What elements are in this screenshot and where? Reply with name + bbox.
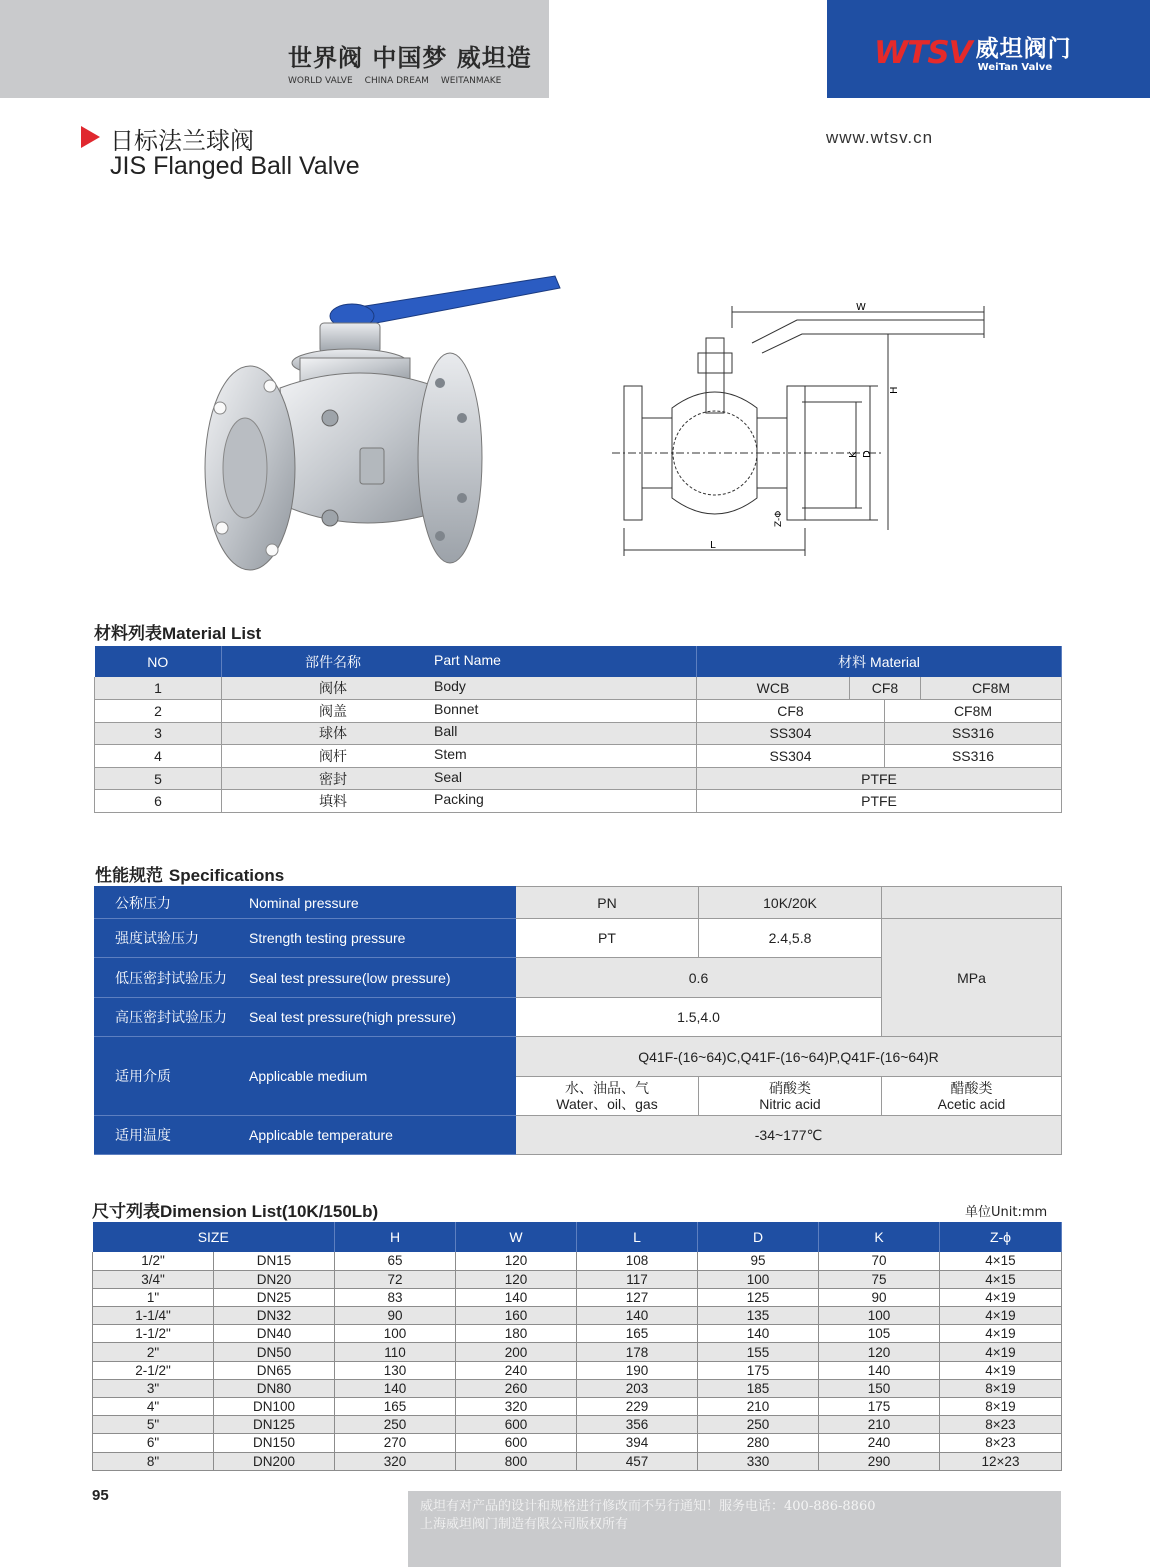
specifications-title: 性能规范 Specifications <box>95 866 285 886</box>
table-row <box>93 1288 1062 1306</box>
table-cell: 180 <box>456 1325 577 1343</box>
table-cell: 72 <box>335 1270 456 1288</box>
table-row: 3 球体 Ball SS304 SS316 <box>95 722 1062 745</box>
table-cell: 190 <box>577 1361 698 1379</box>
table-row <box>93 1434 1062 1452</box>
table-cell: 65 <box>335 1252 456 1270</box>
table-cell: 140 <box>577 1307 698 1325</box>
table-cell: 140 <box>819 1361 940 1379</box>
table-cell: 8×19 <box>940 1398 1062 1416</box>
table-cell: 175 <box>819 1398 940 1416</box>
brand-logo-mark: WTSV <box>874 35 972 71</box>
table-row <box>93 1416 1062 1434</box>
valve-technical-drawing <box>612 298 1004 560</box>
table-cell: 4×19 <box>940 1361 1062 1379</box>
table-cell: 250 <box>335 1416 456 1434</box>
table-cell: 90 <box>335 1307 456 1325</box>
table-cell: 120 <box>819 1343 940 1361</box>
table-cell: 1" <box>93 1288 214 1306</box>
table-cell: 135 <box>698 1307 819 1325</box>
table-row <box>93 1379 1062 1397</box>
table-cell: DN125 <box>214 1416 335 1434</box>
table-cell: 260 <box>456 1379 577 1397</box>
table-cell: 117 <box>577 1270 698 1288</box>
table-cell: 270 <box>335 1434 456 1452</box>
table-cell: 240 <box>456 1361 577 1379</box>
table-cell: 5" <box>93 1416 214 1434</box>
table-cell: 4×19 <box>940 1325 1062 1343</box>
table-cell: 800 <box>456 1452 577 1470</box>
table-row <box>93 1325 1062 1343</box>
table-cell: 185 <box>698 1379 819 1397</box>
valve-photo <box>200 268 570 578</box>
table-cell: 457 <box>577 1452 698 1470</box>
website-url[interactable]: www.wtsv.cn <box>826 128 934 147</box>
table-cell: 100 <box>335 1325 456 1343</box>
table-cell: 8" <box>93 1452 214 1470</box>
header-material: 材料 Material <box>697 646 1062 677</box>
dim-label-w: W <box>856 302 866 313</box>
table-cell: 140 <box>698 1325 819 1343</box>
table-cell: 83 <box>335 1288 456 1306</box>
table-cell: 105 <box>819 1325 940 1343</box>
header-w: W <box>456 1222 577 1252</box>
table-cell: 330 <box>698 1452 819 1470</box>
table-cell: 4×19 <box>940 1307 1062 1325</box>
title-arrow-icon <box>81 126 100 148</box>
table-cell: 1-1/2" <box>93 1325 214 1343</box>
table-row <box>93 1343 1062 1361</box>
table-row <box>93 1452 1062 1470</box>
table-cell: 75 <box>819 1270 940 1288</box>
header-l: L <box>577 1222 698 1252</box>
table-cell: DN32 <box>214 1307 335 1325</box>
product-title-en: JIS Flanged Ball Valve <box>110 152 360 180</box>
product-title-cn: 日标法兰球阀 <box>110 127 254 155</box>
table-row: 公称压力 Nominal pressure PN 10K/20K <box>95 887 1062 919</box>
footer-notice <box>408 1491 1061 1567</box>
table-cell: 6" <box>93 1434 214 1452</box>
dimension-table-body <box>93 1252 1062 1470</box>
table-cell: 165 <box>335 1398 456 1416</box>
header-slogan-band <box>0 0 549 98</box>
table-cell: 165 <box>577 1325 698 1343</box>
table-cell: 8×19 <box>940 1379 1062 1397</box>
header-no: NO <box>95 646 222 677</box>
header-size: SIZE <box>93 1222 335 1252</box>
table-row: 4 阀杆 Stem SS304 SS316 <box>95 745 1062 768</box>
table-row: 强度试验压力 Strength testing pressure PT 2.4,5.8 MPa <box>95 919 1062 958</box>
specifications-table <box>94 886 1062 1155</box>
table-cell: 100 <box>819 1307 940 1325</box>
dimension-table <box>92 1222 1062 1471</box>
table-cell: DN100 <box>214 1398 335 1416</box>
brand-name-cn: 威坦阀门 <box>975 36 1072 62</box>
header-d: D <box>698 1222 819 1252</box>
table-row: 6 填料 Packing PTFE <box>95 790 1062 813</box>
table-cell: 8×23 <box>940 1416 1062 1434</box>
dim-label-z: Z-Φ <box>774 510 784 527</box>
slogan-en-2: CHINA DREAM <box>364 76 429 86</box>
table-row <box>93 1307 1062 1325</box>
table-cell: 240 <box>819 1434 940 1452</box>
table-cell: 203 <box>577 1379 698 1397</box>
page-number: 95 <box>92 1487 109 1504</box>
pressure-unit: MPa <box>882 919 1062 1037</box>
table-cell: DN65 <box>214 1361 335 1379</box>
table-cell: 210 <box>698 1398 819 1416</box>
table-cell: 100 <box>698 1270 819 1288</box>
material-table <box>94 646 1062 813</box>
table-cell: 320 <box>335 1452 456 1470</box>
table-cell: 290 <box>819 1452 940 1470</box>
table-cell: 4×19 <box>940 1288 1062 1306</box>
table-cell: 1/2" <box>93 1252 214 1270</box>
table-cell: DN80 <box>214 1379 335 1397</box>
table-cell: 130 <box>335 1361 456 1379</box>
slogan-en-3: WEITANMAKE <box>440 76 502 86</box>
table-row: 水、油品、气 Water、oil、gas 硝酸类 Nitric acid 醋酸类 Acetic acid <box>95 1077 1062 1116</box>
table-cell: 2" <box>93 1343 214 1361</box>
slogan-cn: 世界阀 中国梦 威坦造 <box>288 43 532 72</box>
dimension-unit: 单位Unit:mm <box>965 1205 1048 1220</box>
table-cell: 178 <box>577 1343 698 1361</box>
table-row <box>93 1398 1062 1416</box>
table-cell: 320 <box>456 1398 577 1416</box>
dimension-list-title: 尺寸列表Dimension List(10K/150Lb) <box>92 1202 379 1222</box>
table-cell: 175 <box>698 1361 819 1379</box>
table-cell: 4×15 <box>940 1252 1062 1270</box>
table-cell: 394 <box>577 1434 698 1452</box>
table-cell: 90 <box>819 1288 940 1306</box>
table-cell: 120 <box>456 1252 577 1270</box>
table-cell: 229 <box>577 1398 698 1416</box>
table-cell: 280 <box>698 1434 819 1452</box>
table-cell: 140 <box>335 1379 456 1397</box>
table-cell: 4×19 <box>940 1343 1062 1361</box>
header-brand-band <box>827 0 1150 98</box>
table-cell: DN150 <box>214 1434 335 1452</box>
table-cell: 155 <box>698 1343 819 1361</box>
table-cell: 2-1/2" <box>93 1361 214 1379</box>
dim-label-l: L <box>710 540 716 551</box>
table-cell: 3/4" <box>93 1270 214 1288</box>
table-cell: DN20 <box>214 1270 335 1288</box>
table-cell: 160 <box>456 1307 577 1325</box>
header-z: Z-ϕ <box>940 1222 1062 1252</box>
table-cell: DN25 <box>214 1288 335 1306</box>
table-cell: DN40 <box>214 1325 335 1343</box>
table-cell: 120 <box>456 1270 577 1288</box>
table-cell: 150 <box>819 1379 940 1397</box>
header-k: K <box>819 1222 940 1252</box>
table-cell: 600 <box>456 1434 577 1452</box>
dim-label-k: K <box>848 451 859 458</box>
table-row: 1 阀体 Body WCB CF8 CF8M <box>95 677 1062 700</box>
table-cell: DN50 <box>214 1343 335 1361</box>
table-cell: 127 <box>577 1288 698 1306</box>
footer-notice-line2: 上海威坦阀门制造有限公司版权所有 <box>420 1517 629 1532</box>
dim-label-h: H <box>889 386 900 394</box>
dim-label-d: D <box>862 450 873 458</box>
table-cell: 110 <box>335 1343 456 1361</box>
material-list-title: 材料列表Material List <box>94 624 262 644</box>
table-cell: 1-1/4" <box>93 1307 214 1325</box>
table-cell: 108 <box>577 1252 698 1270</box>
table-cell: 600 <box>456 1416 577 1434</box>
slogan-en-1: WORLD VALVE <box>288 76 353 86</box>
table-cell: 356 <box>577 1416 698 1434</box>
table-cell: 140 <box>456 1288 577 1306</box>
table-cell: 125 <box>698 1288 819 1306</box>
brand-logo <box>874 36 1072 73</box>
table-row: 适用介质 Applicable medium Q41F-(16~64)C,Q41F-(16~64)P,Q41F-(16~64)R <box>95 1037 1062 1077</box>
table-row <box>93 1252 1062 1270</box>
table-cell: DN15 <box>214 1252 335 1270</box>
table-row: 高压密封试验压力 Seal test pressure(high pressure) 1.5,4.0 <box>95 998 1062 1037</box>
slogan <box>288 38 532 86</box>
header-part-name: 部件名称 Part Name <box>222 646 697 677</box>
table-row: 适用温度 Applicable temperature -34~177℃ <box>95 1116 1062 1155</box>
table-cell: 12×23 <box>940 1452 1062 1470</box>
table-row: 低压密封试验压力 Seal test pressure(low pressure) 0.6 <box>95 958 1062 998</box>
table-cell: 250 <box>698 1416 819 1434</box>
table-cell: 8×23 <box>940 1434 1062 1452</box>
table-cell: 200 <box>456 1343 577 1361</box>
table-row <box>93 1270 1062 1288</box>
table-cell: 4" <box>93 1398 214 1416</box>
table-cell: 95 <box>698 1252 819 1270</box>
header-h: H <box>335 1222 456 1252</box>
table-cell: 70 <box>819 1252 940 1270</box>
footer-notice-line1: 威坦有对产品的设计和规格进行修改而不另行通知！服务电话：400-886-8860 <box>420 1499 876 1514</box>
table-row <box>93 1361 1062 1379</box>
table-row: 5 密封 Seal PTFE <box>95 767 1062 790</box>
slogan-en <box>288 76 528 86</box>
table-cell: 210 <box>819 1416 940 1434</box>
brand-name-en: WeiTan Valve <box>977 62 1053 73</box>
table-cell: 4×15 <box>940 1270 1062 1288</box>
table-cell: 3" <box>93 1379 214 1397</box>
table-row: 2 阀盖 Bonnet CF8 CF8M <box>95 700 1062 723</box>
table-cell: DN200 <box>214 1452 335 1470</box>
